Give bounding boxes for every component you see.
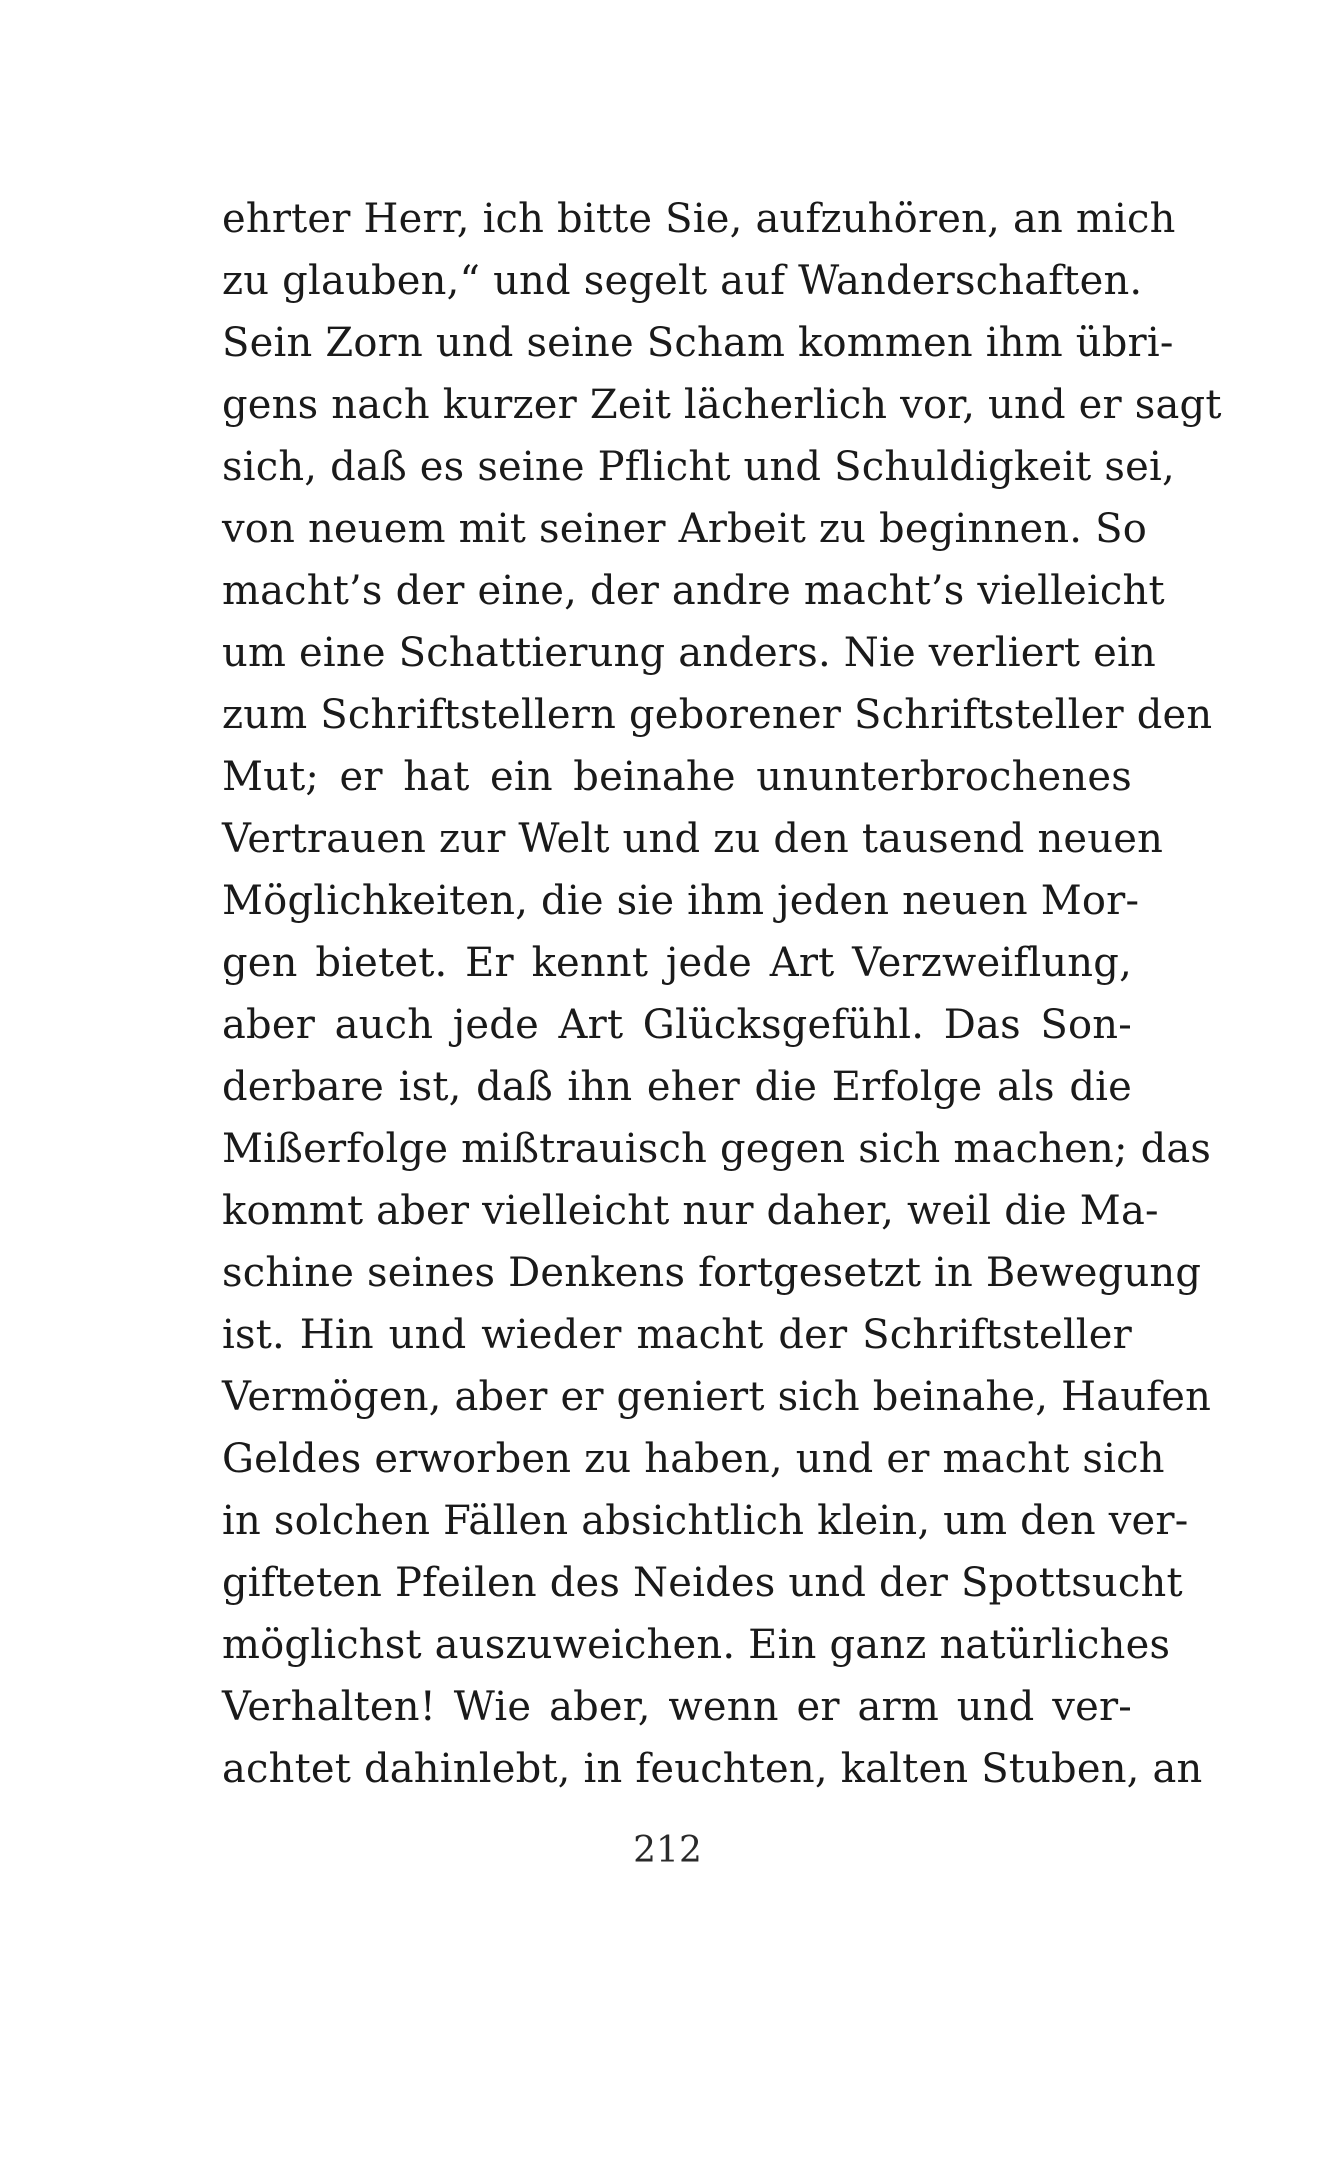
text-line: macht’s der eine, der andre macht’s vielleicht	[222, 568, 1165, 614]
text-line: schine seines Denkens fortgesetzt in Bewegung	[222, 1250, 1202, 1296]
text-line: Vermögen, aber er geniert sich beinahe, Haufen	[222, 1374, 1212, 1420]
text-line: in solchen Fällen absichtlich klein, um den ver-	[222, 1498, 1189, 1544]
text-line: Verhalten! Wie aber, wenn er arm und ver-	[222, 1684, 1132, 1730]
text-line: aber auch jede Art Glücksgefühl. Das Son-	[222, 1002, 1132, 1048]
page-number: 212	[633, 1830, 702, 1871]
text-line: derbare ist, daß ihn eher die Erfolge als die	[222, 1064, 1132, 1110]
text-line: von neuem mit seiner Arbeit zu beginnen. So	[222, 506, 1148, 552]
text-line: Sein Zorn und seine Scham kommen ihm übri-	[222, 320, 1174, 366]
text-line: möglichst auszuweichen. Ein ganz natürliches	[222, 1622, 1171, 1668]
text-line: ehrter Herr, ich bitte Sie, aufzuhören, an mich	[222, 196, 1176, 242]
text-line: Geldes erworben zu haben, und er macht sich	[222, 1436, 1165, 1482]
text-line: ist. Hin und wieder macht der Schriftsteller	[222, 1312, 1132, 1358]
text-line: um eine Schattierung anders. Nie verliert ein	[222, 630, 1156, 676]
text-line: gens nach kurzer Zeit lächerlich vor, und er sagt	[222, 382, 1222, 428]
text-line: Mißerfolge mißtrauisch gegen sich machen; das	[222, 1126, 1212, 1172]
text-line: kommt aber vielleicht nur daher, weil die Ma-	[222, 1188, 1159, 1234]
text-line: Mut; er hat ein beinahe ununterbrochenes	[222, 754, 1132, 800]
text-line: gen bietet. Er kennt jede Art Verzweiflung,	[222, 940, 1132, 986]
text-line: sich, daß es seine Pflicht und Schuldigkeit sei,	[222, 444, 1175, 490]
text-line: zum Schriftstellern geborener Schriftsteller den	[222, 692, 1213, 738]
text-line: Möglichkeiten, die sie ihm jeden neuen Mor-	[222, 878, 1140, 924]
text-line: Vertrauen zur Welt und zu den tausend neuen	[222, 816, 1164, 862]
text-line: gifteten Pfeilen des Neides und der Spottsucht	[222, 1560, 1183, 1606]
text-line: achtet dahinlebt, in feuchten, kalten Stuben, an	[222, 1746, 1203, 1792]
body-text	[222, 188, 1222, 1800]
text-line: zu glauben,“ und segelt auf Wanderschaften.	[222, 258, 1143, 304]
